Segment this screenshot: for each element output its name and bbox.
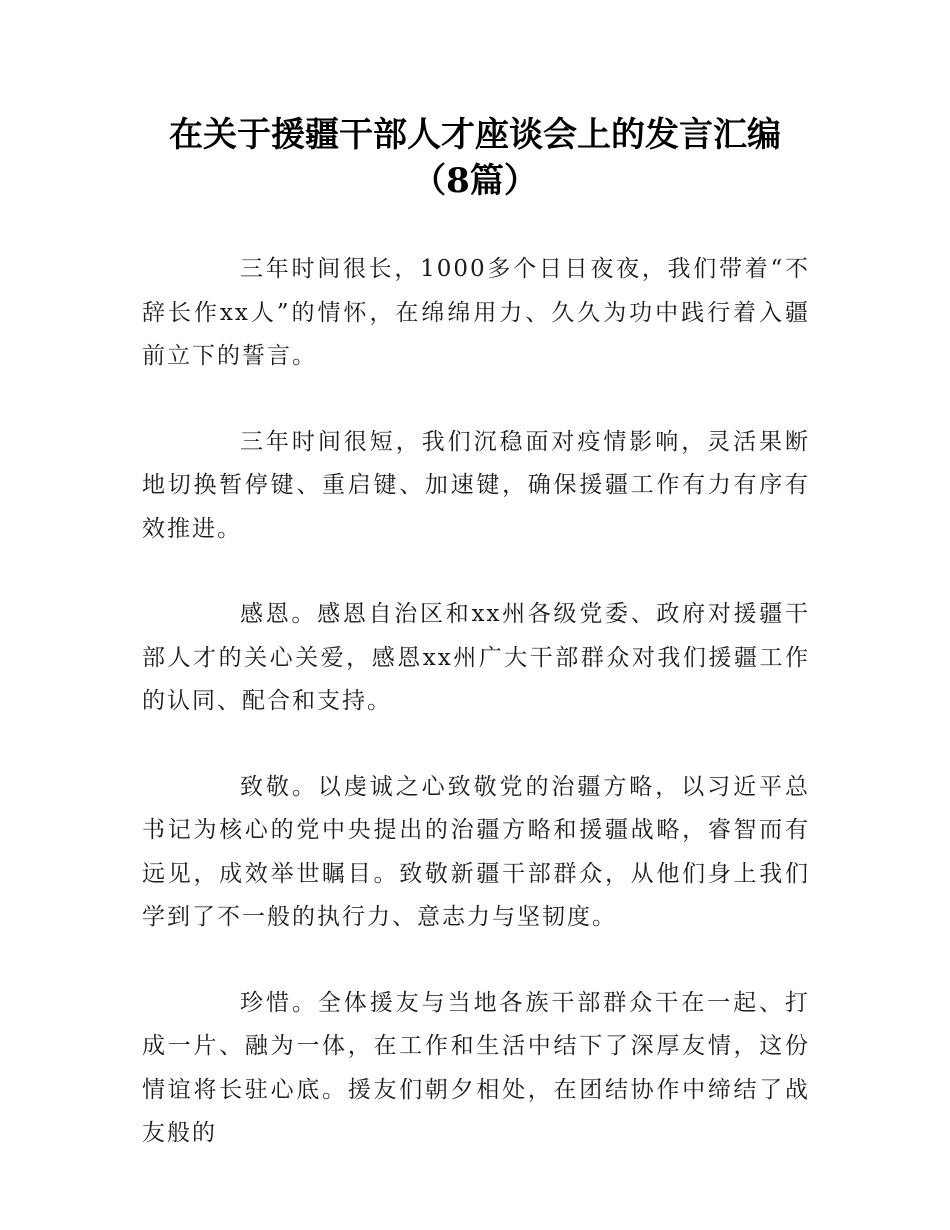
paragraph-5: 珍惜。全体援友与当地各族干部群众干在一起、打成一片、融为一体，在工作和生活中结下了深厚友情，这份情谊将长驻心底。援友们朝夕相处，在团结协作中缔结了战友般的 — [142, 989, 810, 1146]
title-line-1: 在关于援疆干部人才座谈会上的发言汇编 — [169, 115, 781, 155]
paragraph-1: 三年时间很长，1000多个日日夜夜，我们带着“不辞长作xx人”的情怀，在绵绵用力、久久为功中践行着入疆前立下的誓言。 — [142, 256, 810, 369]
paragraph-3: 感恩。感恩自治区和xx州各级党委、政府对援疆干部人才的关心关爱，感恩xx州广大干部群众对我们援疆工作的认同、配合和支持。 — [142, 601, 810, 714]
paragraph-2: 三年时间很短，我们沉稳面对疫情影响，灵活果断地切换暂停键、重启键、加速键，确保援疆工作有力有序有效推进。 — [142, 428, 810, 542]
title-line-2: （8篇） — [412, 161, 538, 201]
document-body — [142, 248, 810, 1198]
paragraph-4: 致敬。以虔诚之心致敬党的治疆方略，以习近平总书记为核心的党中央提出的治疆方略和援疆战略，睿智而有远见，成效举世瞩目。致敬新疆干部群众，从他们身上我们学到了不一般的执行力、意志力与坚韧度。 — [142, 773, 810, 930]
document-title — [140, 112, 810, 204]
